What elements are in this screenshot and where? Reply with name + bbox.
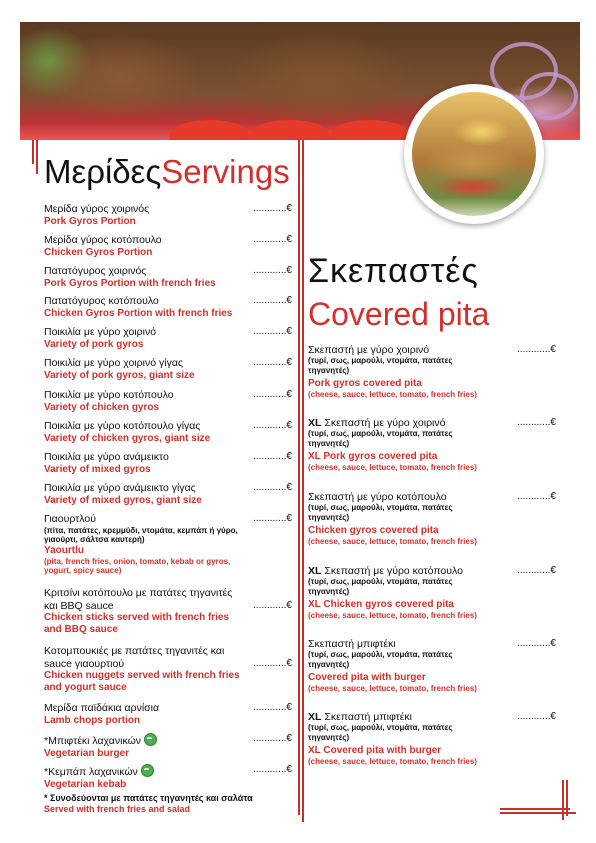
item-name-gr-text: Σκεπαστή με γύρο χοιρινό — [308, 344, 430, 356]
menu-item — [44, 203, 292, 228]
item-price: ............€ — [253, 389, 292, 400]
item-price: ............€ — [253, 420, 292, 431]
item-price: ............€ — [517, 491, 556, 502]
item-name-gr: Πατατόγυρος κοτόπουλο — [44, 295, 159, 307]
right-rule — [566, 780, 568, 816]
menu-item — [44, 482, 292, 507]
right-rule — [562, 780, 564, 820]
item-name-en-text: Chicken gyros covered pita — [320, 599, 454, 610]
menu-item — [44, 389, 292, 414]
menu-item — [44, 733, 292, 760]
item-name-gr: Ποικιλία με γύρο ανάμεικτο — [44, 451, 169, 463]
item-price: ............€ — [517, 344, 556, 355]
item-name-en: Vegetarian burger — [44, 747, 130, 759]
menu-item — [44, 587, 292, 636]
item-name-en — [308, 745, 556, 757]
item-name-gr: Ποικιλία με γύρο κοτόπουλο γίγας — [44, 420, 201, 432]
item-name-en: Vegetarian kebab — [44, 778, 127, 790]
vegetarian-smiley-icon — [144, 733, 157, 746]
menu-item — [44, 357, 292, 382]
item-desc-gr: (τυρί, σως, μαρούλι, ντομάτα, πατάτες τηγανητές) — [308, 503, 453, 522]
footnote-en: Served with french fries and salad — [44, 804, 191, 814]
item-name-gr: Μερίδα γύρος χοιρινός — [44, 203, 150, 215]
pita-item — [308, 417, 556, 473]
tomato-slice — [170, 120, 250, 140]
item-price: ............€ — [253, 702, 292, 713]
item-name-gr-text: Σκεπαστή μπιφτέκι — [321, 711, 413, 723]
item-name-gr: Πατατόγυρος χοιρινός — [44, 265, 147, 277]
item-desc-gr: (πίτα, πατάτες, κρεμμύδι, ντομάτα, κεμπάπ ή γύρο, γιαούρτι, σάλτσα καυτερή) — [44, 525, 238, 544]
item-name-gr: Ποικιλία με γύρο χοιρινό γίγας — [44, 357, 183, 369]
covered-pita-title-en: Covered pita — [308, 296, 490, 332]
bottom-rule — [500, 812, 576, 814]
item-name-en: Variety of chicken gyros — [44, 401, 160, 413]
item-name-gr: Μερίδα παϊδάκια αρνίσια — [44, 702, 160, 714]
item-name-en: Variety of mixed gyros, giant size — [44, 494, 202, 506]
menu-item-yaourtlu — [44, 513, 292, 576]
covered-pita-title-gr: Σκεπαστές — [308, 252, 479, 290]
covered-pita-photo — [404, 84, 544, 224]
menu-item — [44, 265, 292, 290]
item-price: ............€ — [517, 417, 556, 428]
item-name-en-text: Chicken gyros covered pita — [308, 525, 439, 536]
item-name-en — [308, 672, 556, 684]
tomato-slice — [250, 120, 330, 140]
item-name-en-text: Covered pita with burger — [308, 672, 426, 683]
xl-badge: XL — [308, 565, 322, 577]
item-name-en — [308, 525, 556, 537]
item-price: ............€ — [253, 451, 292, 462]
menu-item — [44, 451, 292, 476]
menu-item — [44, 326, 292, 351]
xl-badge: XL — [308, 451, 321, 462]
item-desc-en: (pita, french fries, onion, tomato, kebab or gyros, yogurt, spicy sauce) — [44, 556, 231, 575]
item-name-gr: Ποικιλία με γύρο ανάμεικτο γίγας — [44, 482, 196, 494]
item-price: ............€ — [253, 203, 292, 214]
item-desc-gr: (τυρί, σως, μαρούλι, ντομάτα, πατάτες τηγανητές) — [308, 577, 453, 596]
pita-photo-image — [412, 92, 536, 216]
item-name-en: Variety of pork gyros — [44, 338, 144, 350]
servings-title — [44, 152, 290, 192]
item-name-gr: Γιαουρτλού — [44, 513, 96, 525]
item-price: ............€ — [253, 265, 292, 276]
xl-badge: XL — [308, 711, 322, 723]
item-name-en: Yaourtlu — [44, 544, 85, 556]
menu-item — [44, 764, 292, 791]
servings-title-en: Servings — [161, 153, 290, 190]
item-name-en: Variety of pork gyros, giant size — [44, 369, 195, 381]
item-price: ............€ — [253, 357, 292, 368]
item-price: ............€ — [253, 600, 292, 611]
item-desc-en: (cheese, sauce, lettuce, tomato, french fries) — [308, 684, 477, 693]
footnote — [44, 793, 294, 815]
item-price: ............€ — [253, 658, 292, 669]
menu-item — [44, 645, 292, 694]
item-price: ............€ — [253, 764, 292, 775]
xl-badge: XL — [308, 599, 321, 610]
item-price: ............€ — [253, 733, 292, 744]
item-name-en: Chicken Gyros Portion — [44, 246, 153, 258]
item-name-gr-text: Σκεπαστή με γύρο κοτόπουλο — [321, 565, 463, 577]
menu-item — [44, 420, 292, 445]
item-name-gr: Ποικιλία με γύρο χοιρινό — [44, 326, 157, 338]
item-name-en: Pork Gyros Portion with french fries — [44, 277, 216, 289]
item-price: ............€ — [253, 482, 292, 493]
item-price: ............€ — [517, 711, 556, 722]
item-name-gr-text: Σκεπαστή με γύρο χοιρινό — [321, 417, 446, 429]
xl-badge: XL — [308, 417, 322, 429]
item-name-en — [308, 451, 556, 463]
item-name-gr-text: *Μπιφτέκι λαχανικών — [44, 735, 142, 747]
item-name-en-text: Pork gyros covered pita — [320, 451, 438, 462]
vegetarian-smiley-icon — [141, 764, 154, 777]
tomato-slice — [330, 120, 410, 140]
pita-item — [308, 491, 556, 547]
pita-item — [308, 638, 556, 694]
item-desc-en: (cheese, sauce, lettuce, tomato, french fries) — [308, 390, 477, 399]
item-name-gr-text: *Κεμπάπ λαχανικών — [44, 766, 138, 778]
item-name-en: Pork Gyros Portion — [44, 215, 136, 227]
left-rule — [32, 140, 34, 164]
item-name-gr-text: Σκεπαστή μπιφτέκι — [308, 638, 396, 650]
item-name-en: Chicken nuggets served with french fries and yogurt sauce — [44, 670, 240, 693]
item-name-gr: Κριτσίνι κοτόπουλο με πατάτες τηγανιτές και BBQ sauce — [44, 587, 233, 612]
menu-item — [44, 234, 292, 259]
item-name-en: Chicken sticks served with french fries and BBQ sauce — [44, 612, 230, 635]
item-desc-en: (cheese, sauce, lettuce, tomato, french fries) — [308, 463, 477, 472]
center-divider — [302, 140, 304, 822]
menu-item — [44, 702, 292, 727]
item-desc-gr: (τυρί, σως, μαρούλι, ντομάτα, πατάτες τηγανητές) — [308, 429, 453, 448]
item-name-gr-text: Σκεπαστή με γύρο κοτόπουλο — [308, 491, 447, 503]
item-desc-gr: (τυρί, σως, μαρούλι, ντομάτα, πατάτες τηγανητές) — [308, 723, 453, 742]
servings-title-gr: Μερίδες — [44, 153, 162, 190]
item-name-en: Variety of chicken gyros, giant size — [44, 432, 211, 444]
item-price: ............€ — [517, 565, 556, 576]
menu-item — [44, 295, 292, 320]
item-price: ............€ — [517, 638, 556, 649]
pita-item — [308, 344, 556, 400]
xl-badge: XL — [308, 745, 321, 756]
left-rule — [36, 140, 38, 174]
item-name-en-text: Covered pita with burger — [320, 745, 442, 756]
item-name-gr: Ποικιλία με γύρο κοτόπουλο — [44, 389, 174, 401]
item-desc-gr: (τυρί, σως, μαρούλι, ντομάτα, πατάτες τηγανητές) — [308, 356, 453, 375]
item-desc-en: (cheese, sauce, lettuce, tomato, french fries) — [308, 757, 477, 766]
center-divider — [298, 140, 300, 815]
item-price: ............€ — [253, 326, 292, 337]
item-price: ............€ — [253, 234, 292, 245]
item-name-en — [308, 599, 556, 611]
item-name-en-text: Pork gyros covered pita — [308, 378, 422, 389]
item-price: ............€ — [253, 295, 292, 306]
item-desc-en: (cheese, sauce, lettuce, tomato, french fries) — [308, 537, 477, 546]
item-name-en: Lamb chops portion — [44, 714, 141, 726]
bottom-rule — [500, 808, 570, 810]
item-name-en: Variety of mixed gyros — [44, 463, 151, 475]
item-name-gr: Κοτομπουκιές με πατάτες τηγανιτές και sauce γιαουρτιού — [44, 645, 225, 670]
pita-item — [308, 565, 556, 621]
item-name-gr: Μερίδα γύρος κοτόπουλο — [44, 234, 162, 246]
pita-item — [308, 711, 556, 767]
item-desc-gr: (τυρί, σως, μαρούλι, ντομάτα, πατάτες τηγανητές) — [308, 650, 453, 669]
item-name-en: Chicken Gyros Portion with french fries — [44, 307, 233, 319]
item-desc-en: (cheese, sauce, lettuce, tomato, french fries) — [308, 611, 477, 620]
item-name-en — [308, 378, 556, 390]
item-price: ............€ — [253, 513, 292, 524]
footnote-gr: * Συνοδεύονται με πατάτες τηγανητές και σαλάτα — [44, 793, 253, 803]
